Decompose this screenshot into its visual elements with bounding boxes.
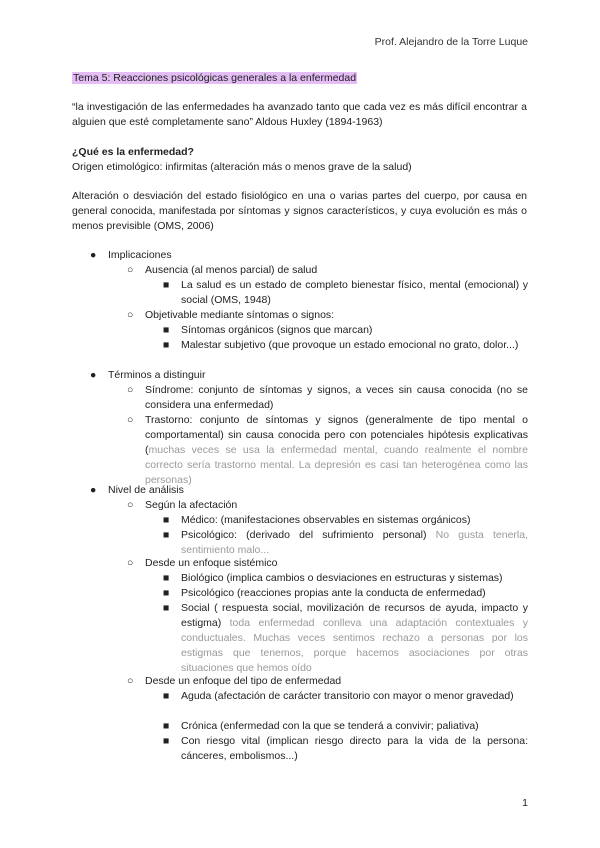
bullet-icon: ○ [127,675,134,687]
list-item: ■ Síntomas orgánicos (signos que marcan) [163,324,373,336]
bullet-icon: ■ [163,587,170,599]
bullet-icon: ■ [163,690,170,702]
list-item: ■ La salud es un estado de completo bienestar físico, mental (emocional) y social (OMS, 1948) [163,279,528,306]
bullet-icon: ● [90,484,97,496]
list-item: ■ Psicológico (reacciones propias ante la conducta de enfermedad) [163,587,486,599]
bullet-icon: ■ [163,572,170,584]
list-item: ○ Objetivable mediante síntomas o signos: [127,309,335,321]
bullet-icon: ■ [163,339,170,351]
bullet-icon: ○ [127,557,134,569]
list-item: ■ Con riesgo vital (implican riesgo directo para la vida de la persona: cánceres, embolismos...) [163,735,528,762]
page-number: 1 [522,797,528,809]
list-item: ● Nivel de análisis [90,484,184,496]
bullet-icon: ● [90,249,97,261]
bullet-icon: ● [90,369,97,381]
bullet-icon: ○ [127,309,134,321]
origin-text: Origen etimológico: infirmitas (alteración más o menos grave de la salud) [72,161,412,173]
note-text: toda enfermedad conlleva una adaptación contextuales y conductuales. Muchas veces sentimos rechazo a personas por los estigmas que tenemos, porque hacemos asociaciones por otras situaciones que hemos oído [181,617,528,674]
list-item: ● Términos a distinguir [90,369,206,381]
list-item: ○ Desde un enfoque sistémico [127,557,278,569]
bullet-icon: ■ [163,735,170,747]
list-item: ■ Biológico (implica cambios o desviaciones en estructuras y sistemas) [163,572,503,584]
bullet-icon: ■ [163,514,170,526]
note-text: No gusta tenerla, sentimiento malo... [181,529,529,556]
list-item: ■ Médico: (manifestaciones observables en sistemas orgánicos) [163,514,471,526]
list-item: ○ Según la afectación [127,499,238,511]
bullet-icon: ■ [163,602,170,614]
list-item: ■ Psicológico: (derivado del sufrimiento personal) No gusta tenerla, sentimiento malo... [163,529,529,556]
bullet-icon: ○ [127,384,134,396]
list-item: ○ Desde un enfoque del tipo de enfermedad [127,675,342,687]
bullet-icon: ■ [163,279,170,291]
author-header: Prof. Alejandro de la Torre Luque [374,36,528,48]
bullet-icon: ○ [127,499,134,511]
list-item: ■ Social ( respuesta social, movilización de recursos de ayuda, impacto y estigma) toda enfermedad conlleva una adaptación contextuales y conductuales. Muchas veces sentimos rechazo a personas por los estigmas que tenemos, porque hacemos asociaciones por otras situaciones que hemos oído [163,602,528,674]
list-item: ○ Trastorno: conjunto de síntomas y signos (generalmente de tipo mental o comportamental) sin causa conocida pero con potenciales hipótesis explicativas (muchas veces se usa la enfermedad mental, cuando realmente el nombre correcto sería trastorno mental. La depresión es casi tan heterogénea como las personas) [127,414,528,486]
bullet-icon: ■ [163,720,170,732]
section-heading: ¿Qué es la enfermedad? [72,146,194,158]
bullet-icon: ○ [127,414,134,426]
quote-paragraph: “la investigación de las enfermedades ha avanzado tanto que cada vez es más difícil encontrar a alguien que esté completamente sano” Aldous Huxley (1894-1963) [72,101,527,128]
bullet-icon: ○ [127,264,134,276]
list-item: ● Implicaciones [90,249,172,261]
list-item: ○ Ausencia (al menos parcial) de salud [127,264,318,276]
definition-paragraph: Alteración o desviación del estado fisiológico en una o varias partes del cuerpo, por causa en general conocida, manifestada por síntomas y signos característicos, y cuya evolución es más o menos previsible (OMS, 2006) [72,190,527,232]
list-item: ○ Síndrome: conjunto de síntomas y signos, a veces sin causa conocida (no se considera una enfermedad) [127,384,528,411]
topic-title: Tema 5: Reacciones psicológicas generales a la enfermedad [73,72,357,84]
list-item: ■ Malestar subjetivo (que provoque un estado emocional no grato, dolor...) [163,339,519,351]
list-item: ■ Aguda (afectación de carácter transitorio con mayor o menor gravedad) [163,690,514,702]
bullet-icon: ■ [163,324,170,336]
bullet-icon: ■ [163,529,170,541]
list-item: ■ Crónica (enfermedad con la que se tenderá a convivir; paliativa) [163,720,479,732]
note-text: muchas veces se usa la enfermedad mental, cuando realmente el nombre correcto sería trastorno mental. La depresión es casi tan heterogénea como las personas) [145,444,528,486]
